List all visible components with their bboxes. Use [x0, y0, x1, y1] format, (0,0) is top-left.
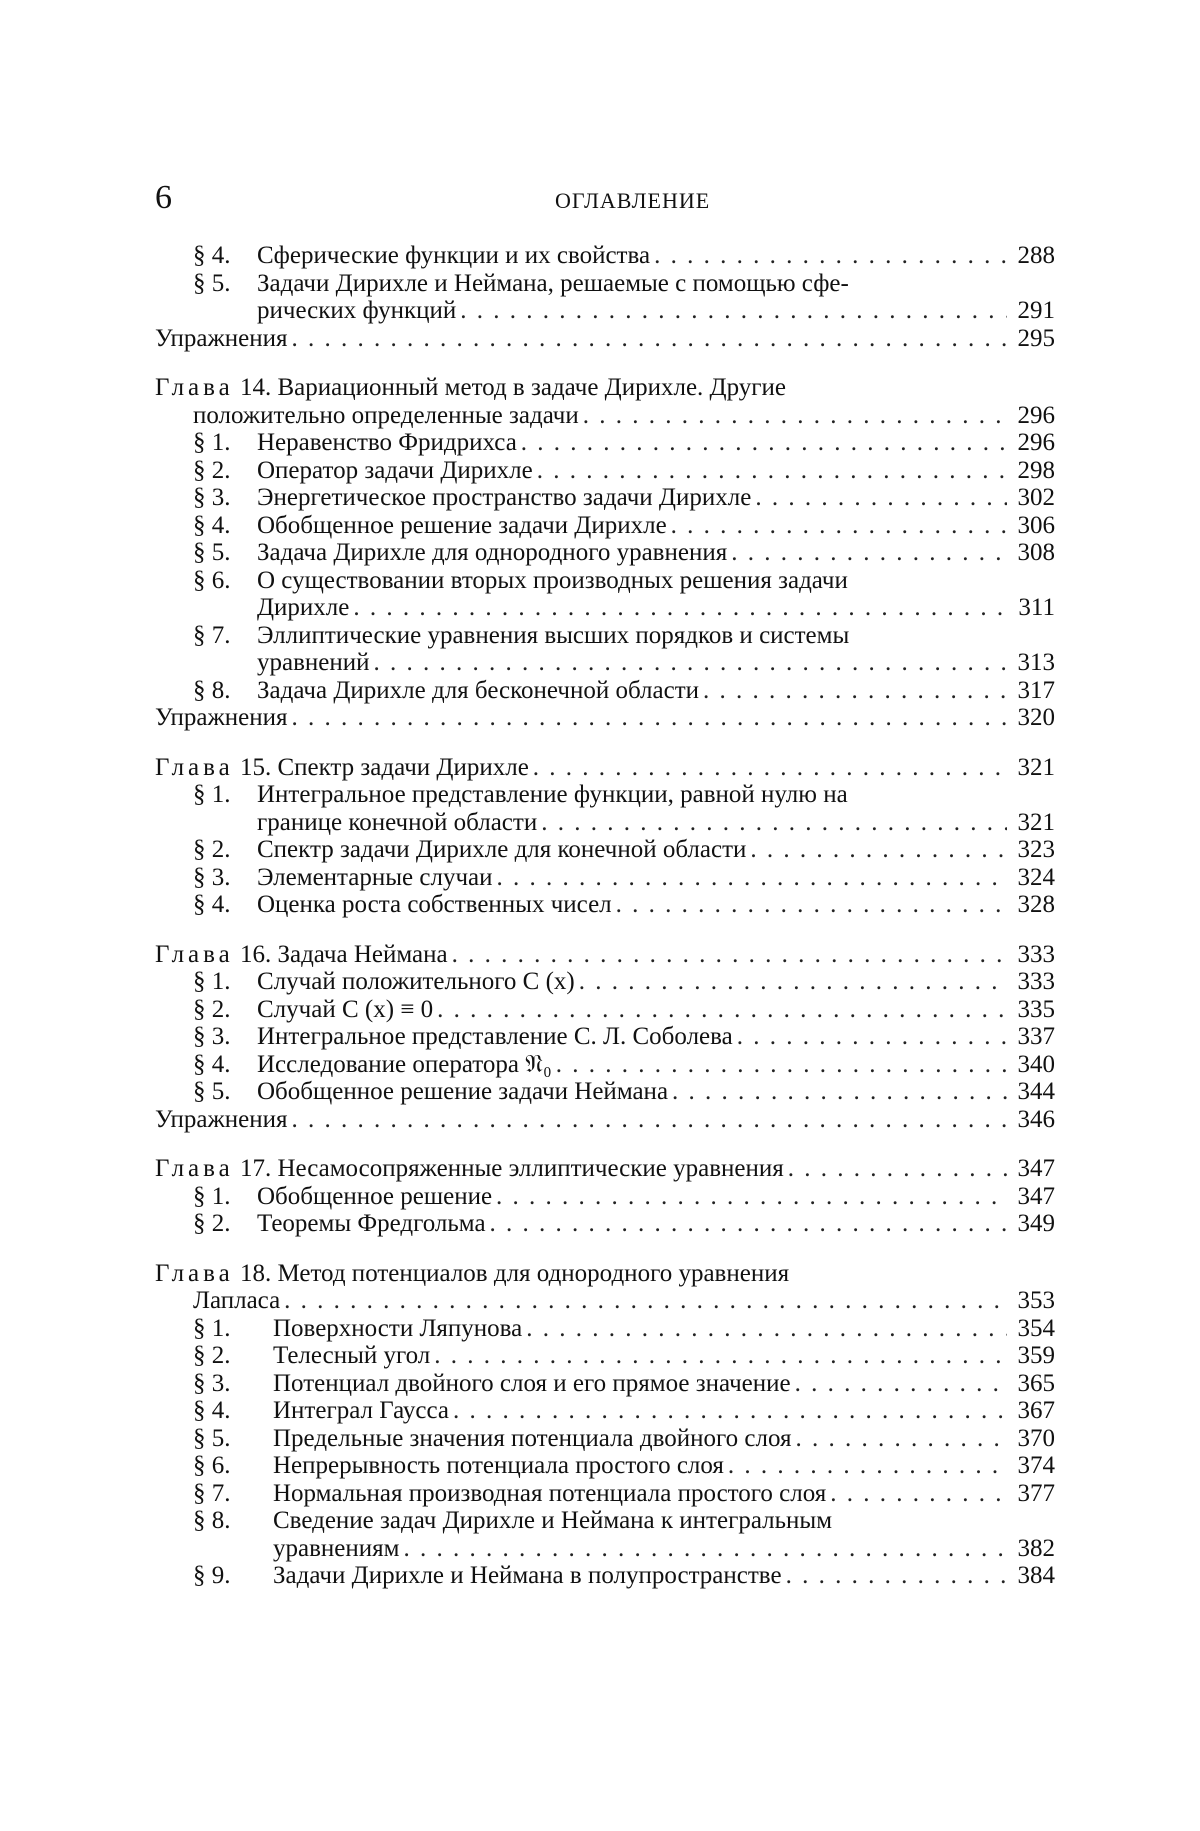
toc-entry[interactable]	[155, 1051, 1055, 1079]
toc-entry[interactable]	[155, 864, 1055, 892]
toc-entry[interactable]	[155, 325, 1055, 353]
entry-title: положительно определенные задачи	[193, 401, 579, 429]
toc-block	[155, 754, 1055, 919]
section-number: § 5.	[193, 539, 231, 566]
leader-dots	[786, 1562, 1007, 1590]
toc-entry[interactable]	[155, 242, 1055, 270]
section-number: § 1.	[193, 1182, 231, 1210]
leader-dots	[583, 402, 1007, 430]
leader-dots	[556, 1051, 1007, 1079]
section-number: § 4.	[193, 242, 231, 269]
leader-dots	[521, 429, 1007, 457]
leader-dots	[533, 754, 1007, 782]
section-number: § 3.	[193, 484, 231, 511]
section-number: § 4.	[193, 1050, 231, 1078]
chapter-label: Глава	[155, 753, 234, 781]
page-ref: 324	[1017, 863, 1055, 891]
toc-entry[interactable]	[155, 1183, 1055, 1211]
chapter-number: 18.	[233, 1259, 278, 1287]
entry-title: Исследование оператора 𝔑₀	[257, 1050, 552, 1078]
leader-dots	[284, 1287, 1007, 1315]
section-number: § 5.	[193, 269, 231, 297]
page-ref: 306	[1017, 511, 1055, 539]
leader-dots	[460, 297, 1007, 325]
toc-entry[interactable]	[155, 1535, 1055, 1563]
chapter-number: 17.	[233, 1155, 278, 1182]
toc-entry[interactable]	[155, 567, 1055, 595]
page-ref: 328	[1017, 891, 1055, 918]
entry-title: Интеграл Гаусса	[273, 1397, 450, 1424]
page-ref: 340	[1017, 1050, 1055, 1078]
toc-entry[interactable]	[155, 1452, 1055, 1480]
chapter-number: 14.	[233, 374, 278, 401]
section-number: § 3.	[193, 863, 231, 891]
section-number: § 1.	[193, 429, 231, 456]
page-ref: 367	[1017, 1397, 1055, 1424]
toc-entry[interactable]	[155, 594, 1055, 622]
entry-title: Интегральное представление функции, равной нулю на	[257, 781, 848, 808]
page-ref: 346	[1017, 1105, 1055, 1133]
page-ref: 349	[1017, 1210, 1055, 1237]
page-ref: 335	[1017, 995, 1055, 1023]
entry-title: Поверхности Ляпунова	[273, 1314, 523, 1342]
leader-dots	[703, 677, 1007, 705]
page-ref: 370	[1017, 1424, 1055, 1452]
entry-title: Обобщенное решение задачи Неймана	[257, 1078, 669, 1105]
section-number: § 2.	[193, 1210, 231, 1237]
entry-title: Энергетическое пространство задачи Дирихле	[257, 484, 752, 511]
leader-dots	[671, 512, 1007, 540]
leader-dots	[654, 242, 1007, 270]
leader-dots	[750, 836, 1007, 864]
leader-dots	[496, 1183, 1007, 1211]
page-ref: 308	[1017, 539, 1055, 566]
entry-title: Спектр задачи Дирихле	[277, 753, 529, 781]
page-ref: 288	[1017, 242, 1055, 269]
toc-entry[interactable]	[155, 1155, 1055, 1183]
entry-title: уравнениям	[273, 1534, 400, 1562]
entry-title: Обобщенное решение задачи Дирихле	[257, 511, 667, 539]
entry-title: Оценка роста собственных чисел	[257, 891, 612, 918]
section-number: § 4.	[193, 1397, 231, 1424]
entry-title: Задача Дирихле для однородного уравнения	[257, 539, 728, 566]
toc-entry[interactable]	[155, 1023, 1055, 1051]
page-ref: 302	[1017, 484, 1055, 511]
page-ref: 296	[1017, 401, 1055, 429]
page-ref: 374	[1017, 1452, 1055, 1479]
section-number: § 9.	[193, 1562, 231, 1589]
leader-dots	[291, 704, 1007, 732]
entry-title: Вариационный метод в задаче Дирихле. Другие	[277, 374, 787, 401]
entry-title: Нормальная производная потенциала простого слоя	[273, 1479, 827, 1507]
entry-title: Метод потенциалов для однородного уравнения	[277, 1259, 790, 1287]
leader-dots	[434, 1342, 1007, 1370]
leader-dots	[453, 1397, 1007, 1425]
entry-title: Задача Дирихле для бесконечной области	[257, 676, 700, 704]
section-number: § 6.	[193, 1452, 231, 1479]
leader-dots	[737, 1023, 1007, 1051]
toc-entry[interactable]	[155, 1287, 1055, 1315]
entry-title: Неравенство Фридрихса	[257, 429, 517, 456]
entry-title: Обобщенное решение	[257, 1182, 493, 1210]
toc-entry[interactable]	[155, 1315, 1055, 1343]
toc-entry[interactable]	[155, 297, 1055, 325]
page-ref: 365	[1017, 1369, 1055, 1397]
leader-dots	[788, 1155, 1007, 1183]
entry-title: Упражнения	[155, 704, 288, 731]
leader-dots	[672, 1078, 1007, 1106]
entry-title: Элементарные случаи	[257, 863, 493, 891]
page-ref: 382	[1017, 1534, 1055, 1562]
section-number: § 5.	[193, 1424, 231, 1452]
toc-entry[interactable]	[155, 429, 1055, 457]
toc-block	[155, 941, 1055, 1134]
toc-entry[interactable]	[155, 1397, 1055, 1425]
toc-block	[155, 242, 1055, 352]
entry-title: Эллиптические уравнения высших порядков и системы	[257, 621, 850, 649]
toc-entry[interactable]	[155, 457, 1055, 485]
page-ref: 344	[1017, 1078, 1055, 1105]
toc-entry[interactable]	[155, 1106, 1055, 1134]
leader-dots	[616, 891, 1007, 919]
leader-dots	[497, 864, 1007, 892]
toc-entry[interactable]	[155, 836, 1055, 864]
toc-entry[interactable]	[155, 809, 1055, 837]
toc-entry[interactable]	[155, 754, 1055, 782]
leader-dots	[795, 1370, 1007, 1398]
entry-title: Интегральное представление С. Л. Соболева	[257, 1023, 733, 1050]
entry-title: уравнений	[257, 649, 370, 676]
page-ref: 321	[1017, 753, 1055, 781]
section-number: § 3.	[193, 1023, 231, 1050]
section-number: § 1.	[193, 1314, 231, 1342]
page-header	[0, 178, 1200, 218]
toc-entry[interactable]	[155, 270, 1055, 298]
page-ref: 337	[1017, 1023, 1055, 1050]
running-title: ОГЛАВЛЕНИЕ	[555, 188, 711, 213]
page-ref: 347	[1017, 1155, 1055, 1182]
entry-title: Теоремы Фредгольма	[257, 1210, 486, 1237]
chapter-number: 15.	[233, 753, 278, 781]
page-ref: 313	[1017, 649, 1055, 676]
toc-entry[interactable]	[155, 402, 1055, 430]
toc-entry[interactable]	[155, 677, 1055, 705]
page-ref: 377	[1017, 1479, 1055, 1507]
entry-title: Оператор задачи Дирихле	[257, 456, 533, 484]
chapter-label: Глава	[155, 374, 234, 401]
page-ref: 354	[1017, 1314, 1055, 1342]
toc-entry[interactable]	[155, 1562, 1055, 1590]
toc-block	[155, 1260, 1055, 1590]
leader-dots	[403, 1535, 1007, 1563]
leader-dots	[728, 1452, 1007, 1480]
page-ref: 296	[1017, 429, 1055, 456]
entry-title: Задача Неймана	[277, 940, 448, 968]
entry-title: Сферические функции и их свойства	[257, 242, 651, 269]
section-number: § 8.	[193, 676, 231, 704]
section-number: § 6.	[193, 566, 231, 594]
toc-entry[interactable]	[155, 539, 1055, 567]
leader-dots	[437, 996, 1007, 1024]
leader-dots	[353, 594, 1007, 622]
page-number: 6	[155, 179, 172, 216]
section-number: § 1.	[193, 781, 231, 808]
toc-entry[interactable]	[155, 1370, 1055, 1398]
section-number: § 2.	[193, 1342, 231, 1369]
entry-title: Случай C (x) ≡ 0	[257, 995, 434, 1023]
page-ref: 311	[1018, 594, 1055, 621]
chapter-number: 16.	[233, 940, 278, 968]
toc-entry[interactable]	[155, 374, 1055, 402]
entry-title: Потенциал двойного слоя и его прямое значение	[273, 1369, 791, 1397]
section-number: § 2.	[193, 836, 231, 863]
leader-dots	[579, 968, 1007, 996]
entry-title: Случай положительного C (x)	[257, 968, 575, 995]
toc-block	[155, 374, 1055, 732]
section-number: § 8.	[193, 1507, 231, 1534]
section-number: § 2.	[193, 456, 231, 484]
toc-entry[interactable]	[155, 512, 1055, 540]
section-number: § 2.	[193, 995, 231, 1023]
section-number: § 1.	[193, 968, 231, 995]
entry-title: Задачи Дирихле и Неймана в полупространстве	[273, 1562, 782, 1589]
leader-dots	[452, 941, 1007, 969]
entry-title: Дирихле	[257, 594, 350, 621]
entry-title: Несамосопряженные эллиптические уравнения	[277, 1155, 784, 1182]
leader-dots	[796, 1425, 1008, 1453]
page-ref: 298	[1017, 456, 1055, 484]
leader-dots	[755, 484, 1007, 512]
toc-entry[interactable]	[155, 622, 1055, 650]
toc-entry[interactable]	[155, 704, 1055, 732]
toc-entry[interactable]	[155, 484, 1055, 512]
section-number: § 7.	[193, 1479, 231, 1507]
toc-entry[interactable]	[155, 781, 1055, 809]
section-number: § 3.	[193, 1369, 231, 1397]
leader-dots	[526, 1315, 1007, 1343]
toc-entry[interactable]	[155, 968, 1055, 996]
entry-title: Спектр задачи Дирихле для конечной области	[257, 836, 747, 863]
page-ref: 323	[1017, 836, 1055, 863]
section-number: § 4.	[193, 511, 231, 539]
section-number: § 4.	[193, 891, 231, 918]
page-ref: 384	[1017, 1562, 1055, 1589]
page-ref: 347	[1017, 1182, 1055, 1210]
entry-title: границе конечной области	[257, 808, 538, 836]
entry-title: Сведение задач Дирихле и Неймана к интегральным	[273, 1507, 833, 1534]
toc-entry[interactable]	[155, 1078, 1055, 1106]
entry-title: Телесный угол	[273, 1342, 431, 1369]
entry-title: Упражнения	[155, 1105, 288, 1133]
page-ref: 291	[1017, 297, 1055, 324]
entry-title: Упражнения	[155, 324, 288, 352]
toc-entry[interactable]	[155, 649, 1055, 677]
entry-title: рических функций	[257, 297, 457, 324]
entry-title: Задачи Дирихле и Неймана, решаемые с помощью сфе-	[257, 269, 849, 297]
toc-entry[interactable]	[155, 1507, 1055, 1535]
section-number: § 5.	[193, 1078, 231, 1105]
toc-entry[interactable]	[155, 996, 1055, 1024]
toc-block	[155, 1155, 1055, 1238]
toc-entry[interactable]	[155, 1480, 1055, 1508]
page-ref: 333	[1017, 940, 1055, 968]
toc-entry[interactable]	[155, 1342, 1055, 1370]
leader-dots	[537, 457, 1007, 485]
page-ref: 359	[1017, 1342, 1055, 1369]
toc-entry[interactable]	[155, 891, 1055, 919]
section-number: § 7.	[193, 621, 231, 649]
entry-title: Непрерывность потенциала простого слоя	[273, 1452, 724, 1479]
toc-entry[interactable]	[155, 941, 1055, 969]
leader-dots	[291, 1106, 1007, 1134]
table-of-contents	[155, 242, 1055, 1612]
page-ref: 295	[1017, 324, 1055, 352]
entry-title: Лапласа	[193, 1287, 281, 1314]
page-ref: 333	[1017, 968, 1055, 995]
toc-entry[interactable]	[155, 1425, 1055, 1453]
leader-dots	[541, 809, 1007, 837]
chapter-label: Глава	[155, 1155, 234, 1182]
page-ref: 320	[1017, 704, 1055, 731]
toc-entry[interactable]	[155, 1210, 1055, 1238]
leader-dots	[830, 1480, 1007, 1508]
page-ref: 353	[1017, 1287, 1055, 1314]
page-ref: 321	[1017, 808, 1055, 836]
chapter-label: Глава	[155, 1259, 234, 1287]
page-ref: 317	[1017, 676, 1055, 704]
entry-title: Предельные значения потенциала двойного слоя	[273, 1424, 792, 1452]
leader-dots	[731, 539, 1007, 567]
toc-entry[interactable]	[155, 1260, 1055, 1288]
leader-dots	[374, 649, 1007, 677]
leader-dots	[490, 1210, 1007, 1238]
chapter-label: Глава	[155, 940, 234, 968]
entry-title: О существовании вторых производных решения задачи	[257, 566, 848, 594]
leader-dots	[291, 325, 1007, 353]
